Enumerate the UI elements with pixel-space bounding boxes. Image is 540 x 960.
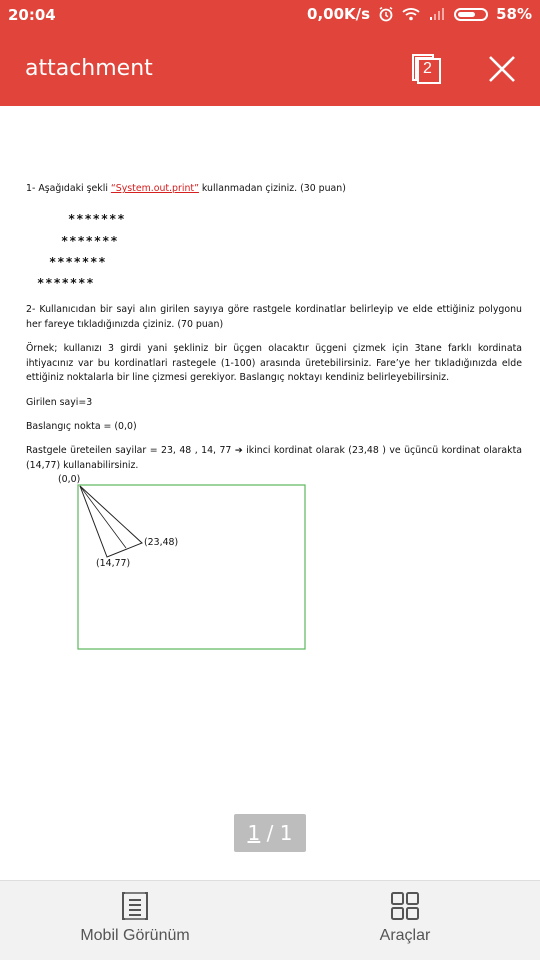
alarm-icon <box>378 6 394 22</box>
triangle-figure-svg <box>56 474 316 658</box>
pages-button[interactable] <box>406 51 446 87</box>
mobile-view-label: Mobil Görünüm <box>80 927 190 944</box>
total-pages: 1 <box>279 821 293 845</box>
random-numbers-prefix: Rastgele üreteilen sayilar = 23, 48 , 14, 77 <box>26 445 235 456</box>
network-speed: 0,00K/s <box>307 5 371 23</box>
entered-number: Girilen sayi=3 <box>26 397 93 408</box>
triangle-shape <box>80 486 142 557</box>
triangle-figure <box>56 474 316 658</box>
wifi-icon <box>402 7 420 21</box>
battery-icon <box>454 8 488 21</box>
random-numbers-suffix: ikinci kordinat olarak (23,48 ) ve üçüncü kordinat olarakta (14,77) kullanabilirsiniz. <box>26 445 522 471</box>
tools-label: Araçlar <box>379 927 431 944</box>
close-button[interactable] <box>484 51 520 87</box>
current-page: 1 <box>247 821 261 845</box>
tools-grid-icon <box>390 891 420 921</box>
point-label-third: (14,77) <box>96 558 131 569</box>
random-numbers <box>26 444 522 473</box>
battery-percent: 58% <box>496 5 532 23</box>
star-row-3: ******* <box>49 255 107 269</box>
point-label-second: (23,48) <box>144 537 179 548</box>
star-row-2: ******* <box>61 234 119 248</box>
question-1 <box>26 182 346 197</box>
pages-count: 2 <box>423 60 432 77</box>
example-paragraph: Örnek; kullanızı 3 girdi yani şekliniz bir üçgen olacaktır üçgeni çizmek için 3tane farklı kordinata ihtiyacınız var bu kordinatlari rastegele (1-100) arasında üretebilirsiniz. Fare’ye her tıkladığınızda elde ettiğiniz noktalarla bir line çizmesi gerekiyor. Baslangıç noktayı kendiniz belirleyebilirsiniz. <box>26 343 522 383</box>
system-out-print-link: “System.out.print” <box>110 183 199 194</box>
document-page <box>0 106 540 880</box>
question-1-prefix: 1- Aşağıdaki şekli <box>26 183 111 194</box>
arrow-icon: ➔ <box>234 445 243 456</box>
question-2: 2- Kullanıcıdan bir sayi alın girilen sayıya göre rastgele kordinatlar belirleyip ve elde ettiğiniz polygonu her fareye tıkladığınızda çiziniz. (70 puan) <box>26 304 522 330</box>
triangle-inner-line <box>80 486 126 548</box>
app-bar <box>0 32 540 106</box>
close-icon <box>484 51 520 87</box>
point-label-origin: (0,0) <box>58 474 81 485</box>
star-row-1: ******* <box>68 212 126 226</box>
mobile-view-icon <box>121 891 149 921</box>
status-bar <box>0 0 540 32</box>
page-indicator[interactable] <box>234 814 306 852</box>
bottom-toolbar <box>0 880 540 960</box>
mobile-view-button[interactable] <box>35 891 235 945</box>
star-row-4: ******* <box>37 276 95 290</box>
page-separator: / <box>260 821 280 845</box>
question-1-suffix: kullanmadan çiziniz. (30 puan) <box>198 183 346 194</box>
status-icons <box>307 5 532 23</box>
status-time: 20:04 <box>8 6 56 24</box>
start-point: Baslangıç nokta = (0,0) <box>26 421 137 432</box>
app-title: attachment <box>25 56 153 81</box>
signal-icon <box>428 7 446 21</box>
tools-button[interactable] <box>305 891 505 945</box>
